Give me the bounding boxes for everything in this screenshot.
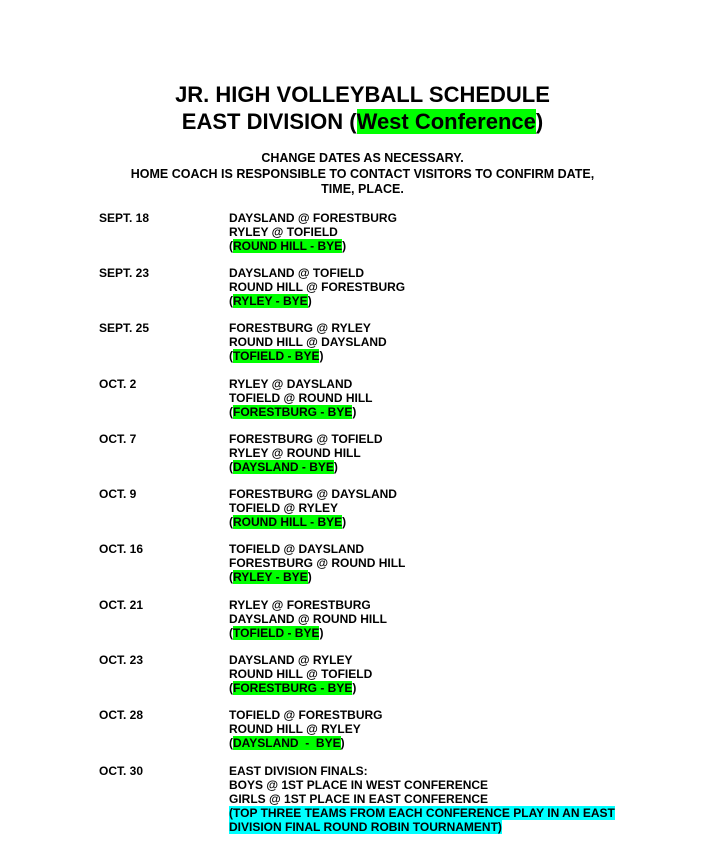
bye-team: FORESTBURG - BYE — [233, 405, 353, 419]
subtitle-suffix: ) — [535, 109, 544, 134]
finals-note: (TOP THREE TEAMS FROM EACH CONFERENCE PLAY IN AN EAST — [229, 806, 615, 820]
match-list — [229, 266, 629, 308]
finals-note-line — [229, 806, 629, 820]
match-date: SEPT. 25 — [99, 321, 150, 335]
subtitle-prefix: EAST DIVISION ( — [181, 109, 357, 134]
bye-line: (FORESTBURG - BYE) — [229, 681, 357, 695]
bye-line: (DAYSLAND - BYE) — [229, 460, 338, 474]
bye-line: (TOFIELD - BYE) — [229, 349, 324, 363]
finals-heading: EAST DIVISION FINALS: — [229, 764, 368, 778]
bye-line: (FORESTBURG - BYE) — [229, 405, 357, 419]
finals-boys: BOYS @ 1ST PLACE IN WEST CONFERENCE — [229, 778, 489, 792]
bye-team: FORESTBURG - BYE — [233, 681, 353, 695]
game: ROUND HILL @ FORESTBURG — [229, 280, 406, 294]
match-list — [229, 432, 629, 474]
game: RYLEY @ TOFIELD — [229, 225, 338, 239]
game: RYLEY @ DAYSLAND — [229, 377, 353, 391]
match-date: SEPT. 18 — [99, 211, 150, 225]
game: TOFIELD @ RYLEY — [229, 501, 339, 515]
instruction-line: CHANGE DATES AS NECESSARY. — [261, 151, 464, 165]
match-date: OCT. 23 — [99, 653, 144, 667]
match-date: OCT. 7 — [99, 432, 137, 446]
game: ROUND HILL @ TOFIELD — [229, 667, 373, 681]
bye-team: ROUND HILL - BYE — [233, 239, 343, 253]
bye-line: (TOFIELD - BYE) — [229, 626, 324, 640]
bye-line: (ROUND HILL - BYE) — [229, 515, 347, 529]
bye-line: (RYLEY - BYE) — [229, 294, 312, 308]
match-list — [229, 211, 629, 253]
bye-team: ROUND HILL - BYE — [233, 515, 343, 529]
document-title: JR. HIGH VOLLEYBALL SCHEDULE — [175, 82, 550, 107]
finals-note: DIVISION FINAL ROUND ROBIN TOURNAMENT) — [229, 820, 502, 834]
match-list — [229, 708, 629, 750]
conference-highlight: West Conference — [356, 109, 536, 134]
game: TOFIELD @ DAYSLAND — [229, 542, 365, 556]
match-list — [229, 542, 629, 584]
match-date: OCT. 2 — [99, 377, 137, 391]
instruction-line: TIME, PLACE. — [321, 182, 404, 196]
instruction-line: HOME COACH IS RESPONSIBLE TO CONTACT VISITORS TO CONFIRM DATE, — [130, 166, 595, 181]
game: FORESTBURG @ TOFIELD — [229, 432, 383, 446]
match-list — [229, 653, 629, 695]
bye-team: DAYSLAND - BYE — [233, 460, 334, 474]
bye-team: RYLEY - BYE — [233, 570, 308, 584]
finals-details — [229, 764, 629, 834]
match-date: OCT. 28 — [99, 708, 144, 722]
game: FORESTBURG @ ROUND HILL — [229, 556, 406, 570]
game: RYLEY @ ROUND HILL — [229, 446, 361, 460]
bye-line: (ROUND HILL - BYE) — [229, 239, 347, 253]
match-date: OCT. 16 — [99, 542, 144, 556]
game: DAYSLAND @ RYLEY — [229, 653, 353, 667]
match-list — [229, 598, 629, 640]
bye-team: TOFIELD - BYE — [233, 626, 320, 640]
game: TOFIELD @ FORESTBURG — [229, 708, 383, 722]
match-date: SEPT. 23 — [99, 266, 150, 280]
game: ROUND HILL @ RYLEY — [229, 722, 361, 736]
bye-team: DAYSLAND - BYE — [233, 736, 341, 750]
match-date: OCT. 21 — [99, 598, 144, 612]
finals-date: OCT. 30 — [99, 764, 144, 778]
bye-line: (DAYSLAND - BYE) — [229, 736, 345, 750]
game: RYLEY @ FORESTBURG — [229, 598, 371, 612]
bye-team: TOFIELD - BYE — [233, 349, 320, 363]
finals-note-line — [229, 820, 629, 834]
game: FORESTBURG @ RYLEY — [229, 321, 371, 335]
game: DAYSLAND @ ROUND HILL — [229, 612, 387, 626]
document-subtitle — [0, 108, 725, 135]
game: TOFIELD @ ROUND HILL — [229, 391, 373, 405]
game: DAYSLAND @ TOFIELD — [229, 266, 365, 280]
game: FORESTBURG @ DAYSLAND — [229, 487, 397, 501]
instructions — [0, 151, 725, 198]
match-list — [229, 487, 629, 529]
bye-team: RYLEY - BYE — [233, 294, 308, 308]
game: ROUND HILL @ DAYSLAND — [229, 335, 387, 349]
finals-girls: GIRLS @ 1ST PLACE IN EAST CONFERENCE — [229, 792, 489, 806]
match-list — [229, 321, 629, 363]
game: DAYSLAND @ FORESTBURG — [229, 211, 397, 225]
match-list — [229, 377, 629, 419]
bye-line: (RYLEY - BYE) — [229, 570, 312, 584]
match-date: OCT. 9 — [99, 487, 137, 501]
